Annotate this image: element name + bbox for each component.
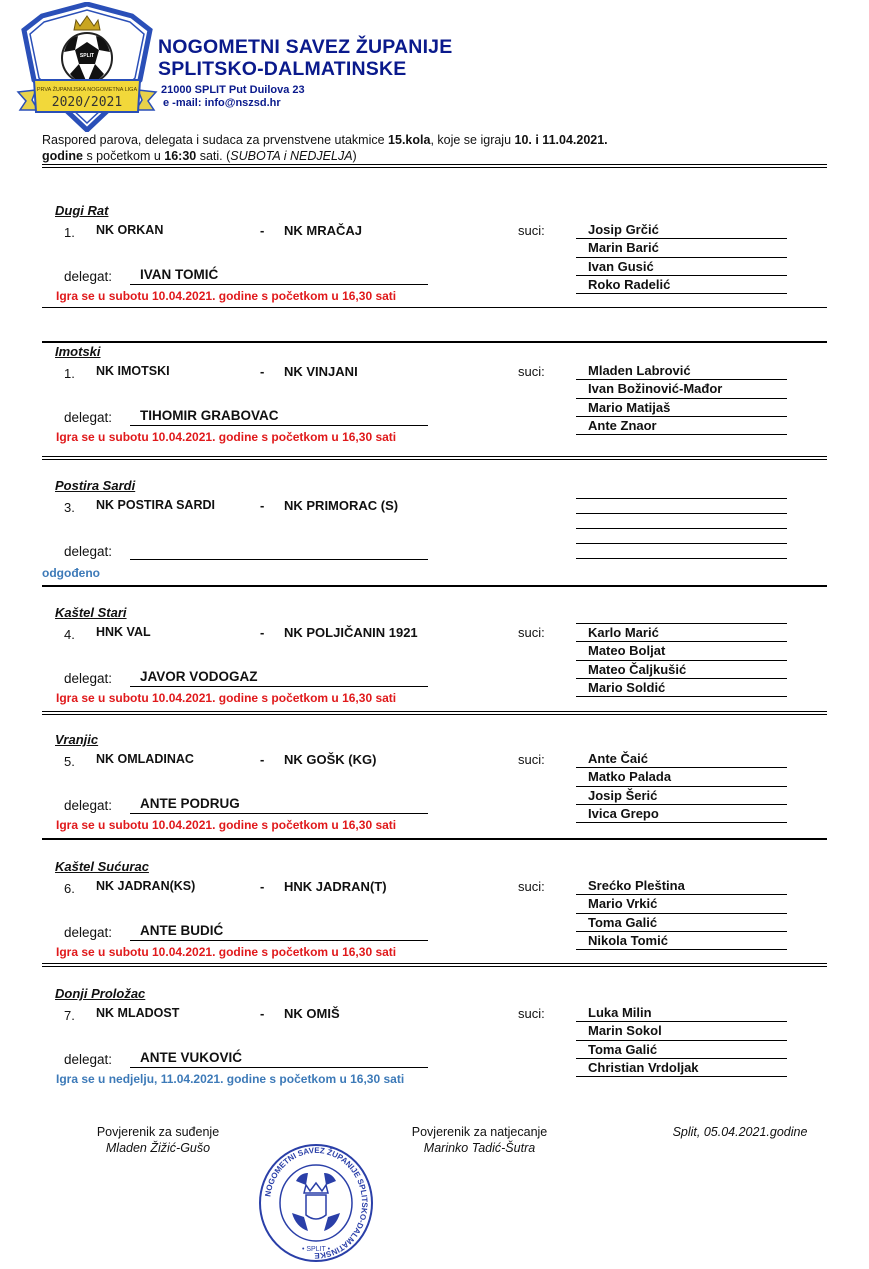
- delegate-label: delegat:: [64, 544, 113, 559]
- referee-name: [576, 529, 787, 544]
- referees-list: [576, 750, 787, 823]
- competition-commissioner-name: Marinko Tadić-Šutra: [423, 1141, 536, 1155]
- referee-name: Josip Grčić: [576, 221, 787, 239]
- venue-name: Postira Sardi: [55, 478, 136, 493]
- match-status: Igra se u subotu 10.04.2021. godine s početkom u 16,30 sati: [56, 430, 397, 444]
- referee-name: Mateo Boljat: [576, 642, 787, 660]
- away-team: NK MRAČAJ: [284, 223, 362, 238]
- match-number: 3.: [64, 500, 75, 515]
- referee-commissioner-name: Mladen Žižić-Gušo: [105, 1141, 211, 1155]
- referee-name: Ante Znaor: [576, 417, 787, 435]
- referee-name: Nikola Tomić: [576, 932, 787, 950]
- referees-label: suci:: [518, 364, 545, 379]
- svg-text:2020/2021: 2020/2021: [51, 95, 123, 110]
- delegate-name: JAVOR VODOGAZ: [130, 667, 428, 687]
- match-status: Igra se u subotu 10.04.2021. godine s početkom u 16,30 sati: [56, 691, 397, 705]
- match-block: [42, 478, 827, 598]
- intro-text-6: ): [352, 149, 357, 163]
- match-block: [42, 344, 827, 464]
- delegate-label: delegat:: [64, 925, 113, 940]
- referees-list: [576, 623, 787, 697]
- match-status: Igra se u subotu 10.04.2021. godine s početkom u 16,30 sati: [56, 289, 397, 303]
- competition-commissioner: [392, 1124, 567, 1156]
- vs-dash: -: [260, 223, 265, 238]
- match-status: Igra se u nedjelju, 11.04.2021. godine s početkom u 16,30 sati: [56, 1072, 405, 1086]
- referee-name: Mladen Labrović: [576, 362, 787, 380]
- home-team: NK JADRAN(KS): [96, 879, 196, 893]
- referees-list: [576, 1004, 787, 1077]
- home-team: HNK VAL: [96, 625, 151, 639]
- match-days: SUBOTA i NEDJELJA: [230, 149, 353, 163]
- referee-name: [576, 499, 787, 514]
- vs-dash: -: [260, 364, 265, 379]
- svg-text:SPLIT: SPLIT: [79, 53, 95, 59]
- league-logo-icon: [14, 2, 160, 132]
- organization-title: [158, 36, 452, 80]
- referees-list: [576, 877, 787, 950]
- intro-text-2: , koje se igraju: [430, 133, 515, 147]
- match-number: 4.: [64, 627, 75, 642]
- venue-name: Kaštel Sućurac: [55, 859, 149, 874]
- delegate-name: TIHOMIR GRABOVAC: [130, 406, 428, 426]
- venue-name: Kaštel Stari: [55, 605, 127, 620]
- referee-name: Christian Vrdoljak: [576, 1059, 787, 1077]
- match-block: [42, 732, 827, 852]
- kickoff-time: 16:30: [164, 149, 197, 163]
- referee-commissioner: [78, 1124, 238, 1156]
- away-team: NK PRIMORAC (S): [284, 498, 399, 513]
- referee-name: Mario Soldić: [576, 679, 787, 697]
- delegate-label: delegat:: [64, 671, 113, 686]
- round-number: 15.kola: [388, 133, 431, 147]
- away-team: NK OMIŠ: [284, 1006, 340, 1021]
- home-team: NK MLADOST: [96, 1006, 180, 1020]
- referee-name: Mateo Čaljkušić: [576, 661, 787, 679]
- org-title-line2: SPLITSKO-DALMATINSKE: [158, 58, 407, 80]
- referees-label: suci:: [518, 752, 545, 767]
- vs-dash: -: [260, 752, 265, 767]
- svg-text:1920: 1920: [82, 69, 92, 74]
- email: e -mail: info@nszsd.hr: [163, 97, 281, 109]
- place-and-date: [650, 1124, 830, 1140]
- away-team: HNK JADRAN(T): [284, 879, 387, 894]
- referee-name: Roko Radelić: [576, 276, 787, 294]
- referee-name: Ante Čaić: [576, 750, 787, 768]
- intro-text-3: godine: [42, 149, 83, 163]
- delegate-label: delegat:: [64, 798, 113, 813]
- referees-label: suci:: [518, 879, 545, 894]
- away-team: NK VINJANI: [284, 364, 358, 379]
- vs-dash: -: [260, 498, 265, 513]
- match-number: 1.: [64, 366, 75, 381]
- address: 21000 SPLIT Put Duilova 23: [161, 84, 305, 96]
- delegate-label: delegat:: [64, 269, 113, 284]
- referees-label: suci:: [518, 223, 545, 238]
- match-number: 5.: [64, 754, 75, 769]
- organization-address: [161, 84, 305, 110]
- official-stamp-icon: [256, 1143, 376, 1263]
- referees-list: [576, 221, 787, 294]
- delegate-name: ANTE VUKOVIĆ: [130, 1048, 428, 1068]
- home-team: NK POSTIRA SARDI: [96, 498, 215, 512]
- svg-text:PRVA ŽUPANIJSKA NOGOMETNA LIGA: PRVA ŽUPANIJSKA NOGOMETNA LIGA: [36, 87, 138, 93]
- referee-name: Toma Galić: [576, 914, 787, 932]
- referee-name: Toma Galić: [576, 1041, 787, 1059]
- away-team: NK POLJIČANIN 1921: [284, 625, 418, 640]
- match-number: 7.: [64, 1008, 75, 1023]
- referee-name: Ivica Grepo: [576, 805, 787, 823]
- referee-name: Luka Milin: [576, 1004, 787, 1022]
- match-block: [42, 605, 827, 725]
- vs-dash: -: [260, 879, 265, 894]
- home-team: NK OMLADINAC: [96, 752, 194, 766]
- match-status: Igra se u subotu 10.04.2021. godine s početkom u 16,30 sati: [56, 945, 397, 959]
- match-number: 6.: [64, 881, 75, 896]
- match-status: odgođeno: [42, 566, 100, 580]
- delegate-name: ANTE BUDIĆ: [130, 921, 428, 941]
- match-block: [42, 859, 827, 979]
- intro-text-1: Raspored parova, delegata i sudaca za prvenstvene utakmice: [42, 133, 389, 147]
- intro-text-4: s početkom u: [82, 149, 165, 163]
- venue-name: Donji Proložac: [55, 986, 146, 1001]
- delegate-name: ANTE PODRUG: [130, 794, 428, 814]
- delegate-name: IVAN TOMIĆ: [130, 265, 428, 285]
- referee-name: Marin Barić: [576, 239, 787, 257]
- referee-name: Srećko Pleština: [576, 877, 787, 895]
- referee-commissioner-title: Povjerenik za suđenje: [96, 1125, 220, 1139]
- org-title-line1: NOGOMETNI SAVEZ ŽUPANIJE: [158, 36, 453, 58]
- referee-name: Matko Palada: [576, 768, 787, 786]
- venue-name: Vranjic: [55, 732, 99, 747]
- venue-name: Dugi Rat: [55, 203, 109, 218]
- match-block: [42, 203, 827, 323]
- referee-name: [576, 544, 787, 559]
- divider: [42, 341, 827, 343]
- delegate-label: delegat:: [64, 410, 113, 425]
- referees-list: [576, 362, 787, 435]
- match-status: Igra se u subotu 10.04.2021. godine s početkom u 16,30 sati: [56, 818, 397, 832]
- referees-list: [576, 498, 787, 559]
- intro-text-5: sati. (: [196, 149, 231, 163]
- referees-label: suci:: [518, 625, 545, 640]
- referee-name: Marin Sokol: [576, 1022, 787, 1040]
- competition-commissioner-title: Povjerenik za natjecanje: [411, 1125, 548, 1139]
- svg-text:• SPLIT •: • SPLIT •: [301, 1246, 331, 1253]
- vs-dash: -: [260, 625, 265, 640]
- referees-label: suci:: [518, 1006, 545, 1021]
- svg-text:NOGOMETNI SAVEZ ŽUPANIJE SPLIT: NOGOMETNI SAVEZ ŽUPANIJE SPLITSKO-DALMATINSKE: [263, 1145, 370, 1261]
- match-block: [42, 986, 827, 1106]
- header-divider: [42, 164, 827, 168]
- referee-name: Mario Matijaš: [576, 399, 787, 417]
- intro-text: [42, 132, 842, 164]
- home-team: NK ORKAN: [96, 223, 164, 237]
- referee-name: Ivan Božinović-Mađor: [576, 380, 787, 398]
- referee-name: Josip Šerić: [576, 787, 787, 805]
- place-date-text: Split, 05.04.2021.godine: [672, 1125, 808, 1139]
- referee-name: Karlo Marić: [576, 624, 787, 642]
- vs-dash: -: [260, 1006, 265, 1021]
- away-team: NK GOŠK (KG): [284, 752, 377, 767]
- home-team: NK IMOTSKI: [96, 364, 170, 378]
- match-number: 1.: [64, 225, 75, 240]
- match-dates: 10. i 11.04.2021.: [514, 133, 608, 147]
- delegate-label: delegat:: [64, 1052, 113, 1067]
- venue-name: Imotski: [55, 344, 101, 359]
- referee-name: Mario Vrkić: [576, 895, 787, 913]
- delegate-name: [130, 540, 428, 560]
- referee-name: Ivan Gusić: [576, 258, 787, 276]
- referee-name: [576, 514, 787, 529]
